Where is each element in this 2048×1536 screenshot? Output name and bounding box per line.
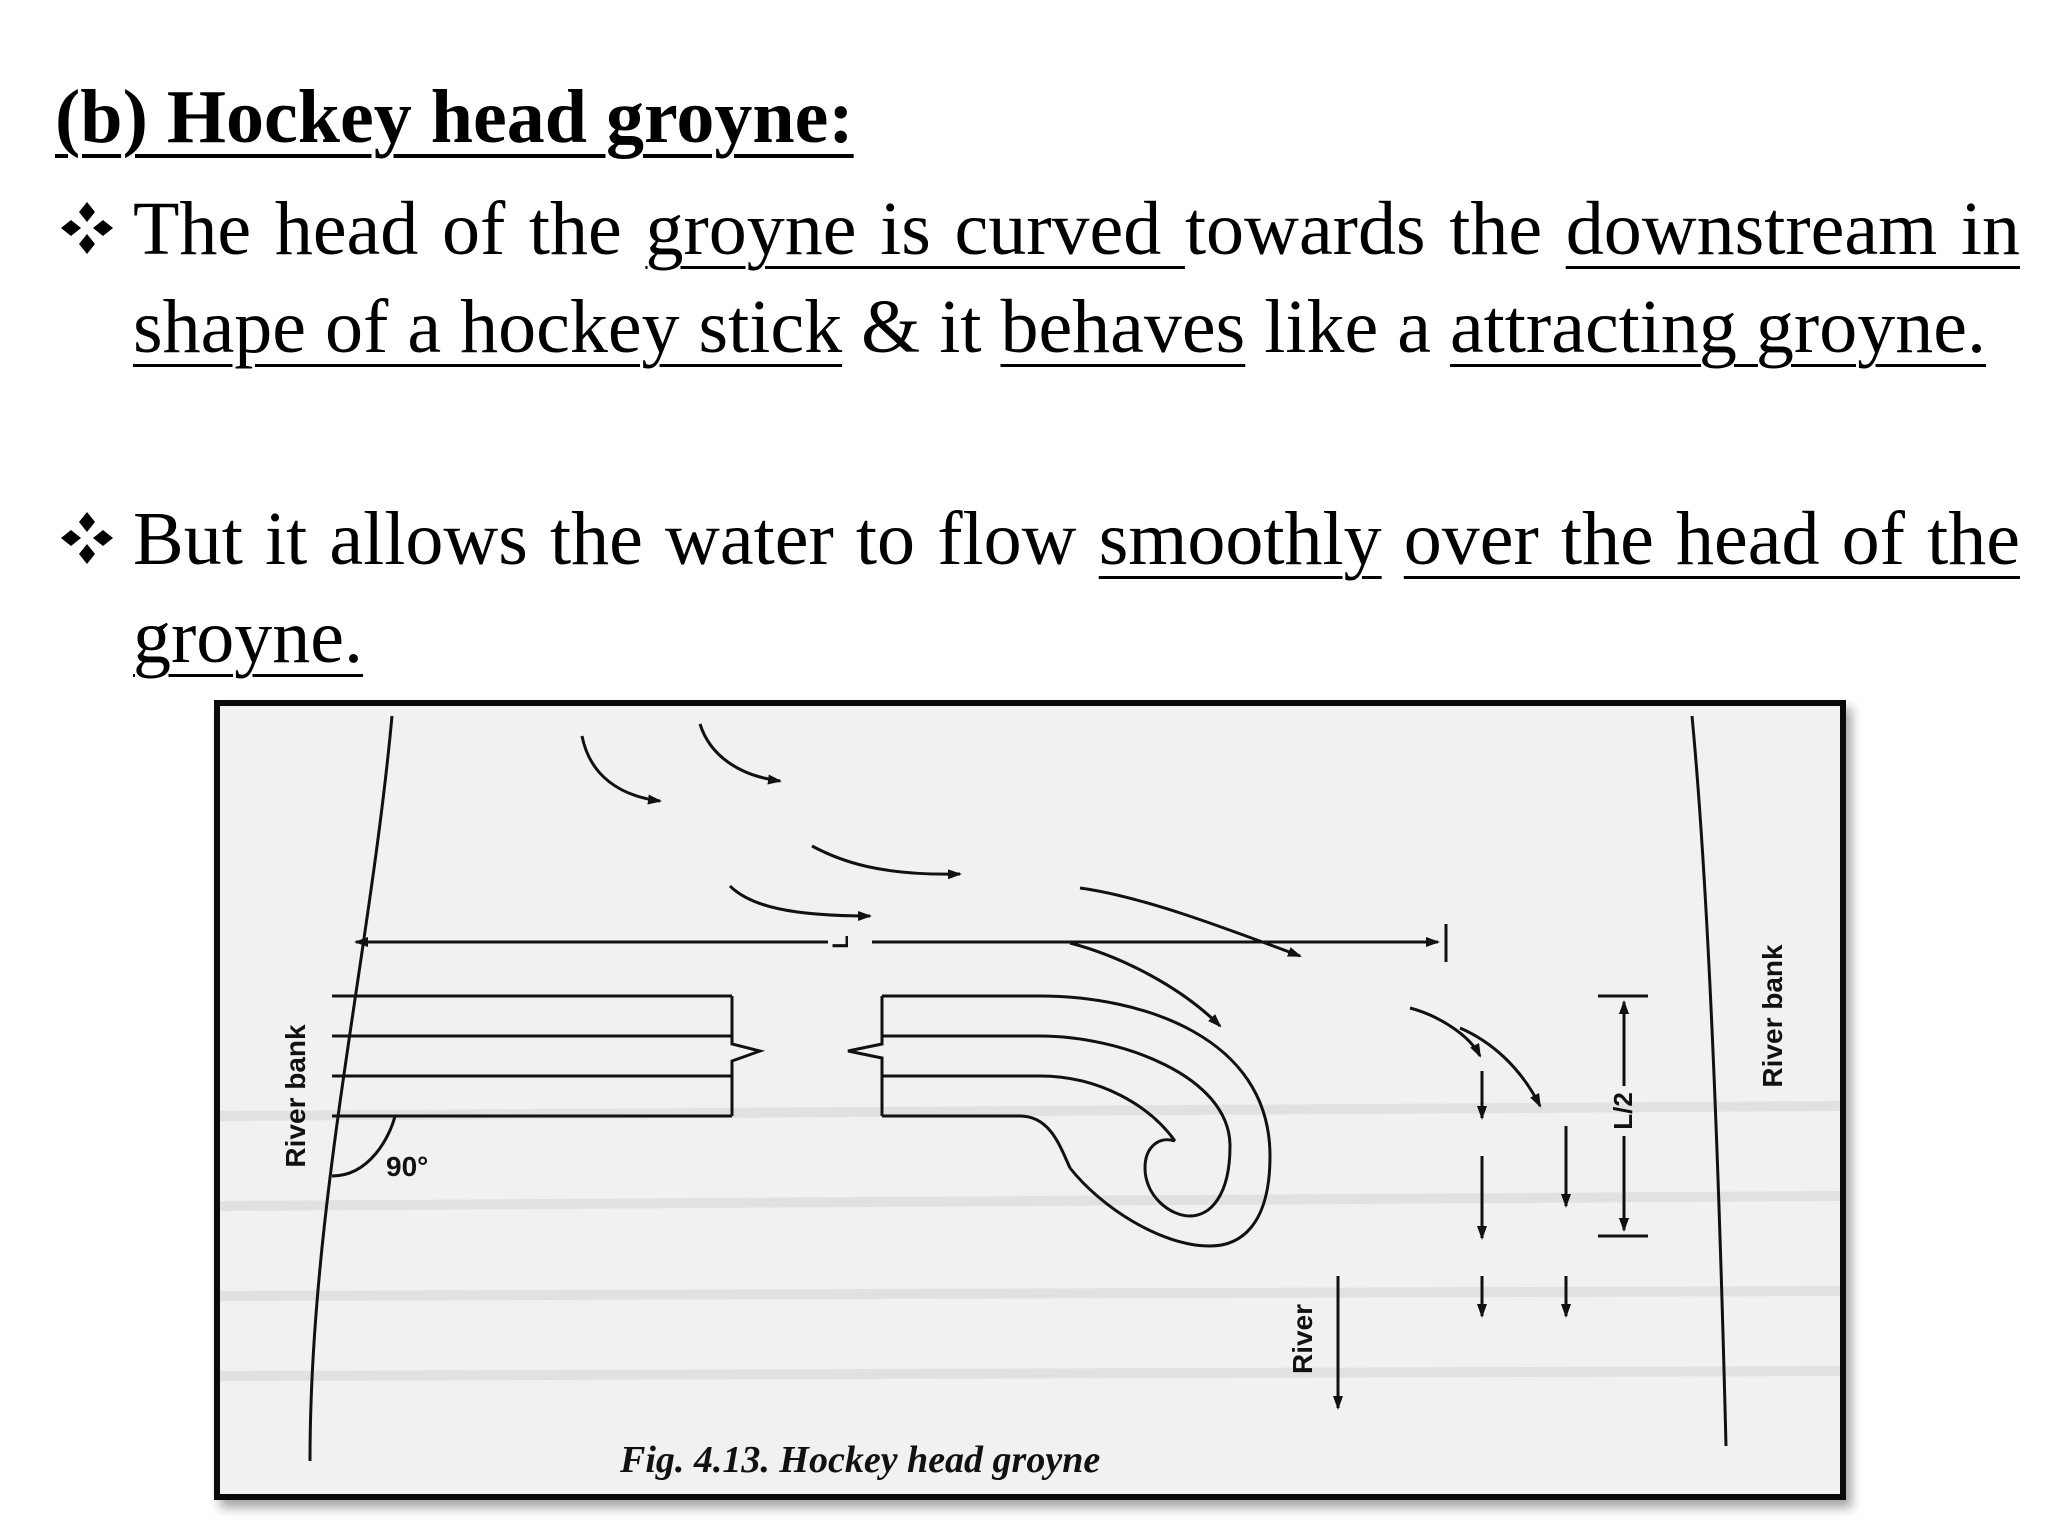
length-label: L bbox=[828, 935, 853, 949]
figure-caption: Fig. 4.13. Hockey head groyne bbox=[620, 1439, 1101, 1481]
left-river-bank bbox=[310, 716, 392, 1461]
river-label: River bbox=[1287, 1303, 1318, 1375]
diamond-bullet-icon bbox=[55, 182, 133, 280]
text-run: The head of the bbox=[133, 187, 646, 271]
text-run: & it bbox=[842, 285, 1001, 369]
half-length-label: L/2 bbox=[1608, 1092, 1638, 1130]
text-run bbox=[1382, 497, 1404, 581]
diamond-bullet-icon bbox=[55, 492, 133, 590]
bullet-text-1 bbox=[133, 180, 2020, 376]
text-run: But it allows the water to flow bbox=[133, 497, 1099, 581]
groyne-diagram bbox=[220, 706, 1840, 1494]
text-run: like a bbox=[1245, 285, 1450, 369]
groyne-body-left bbox=[332, 996, 760, 1116]
length-dimension bbox=[356, 924, 1446, 962]
slide-title: (b) Hockey head groyne: bbox=[55, 75, 854, 159]
underlined-phrase: over the head of the groyne. bbox=[133, 497, 2020, 679]
bullet-text-2 bbox=[133, 490, 2020, 686]
text-run: towards the bbox=[1184, 187, 1566, 271]
groyne-hockey-head bbox=[848, 996, 1270, 1246]
figure-hockey-head-groyne bbox=[214, 700, 1846, 1500]
left-bank-label: River bank bbox=[280, 1024, 311, 1168]
right-bank-label: River bank bbox=[1757, 944, 1788, 1088]
paper-texture bbox=[220, 1106, 1840, 1376]
bullet-item-2 bbox=[55, 490, 2020, 686]
right-river-bank bbox=[1692, 716, 1726, 1446]
flow-arrows bbox=[582, 724, 1566, 1408]
underlined-phrase: groyne is curved bbox=[645, 187, 1185, 271]
underlined-phrase: downstream in shape of a hockey stick bbox=[133, 187, 2020, 369]
bullet-item-1 bbox=[55, 180, 2020, 376]
angle-label: 90° bbox=[386, 1151, 429, 1182]
underlined-phrase: smoothly bbox=[1098, 497, 1382, 581]
underlined-phrase: attracting groyne. bbox=[1449, 285, 1986, 369]
underlined-phrase: behaves bbox=[1000, 285, 1246, 369]
